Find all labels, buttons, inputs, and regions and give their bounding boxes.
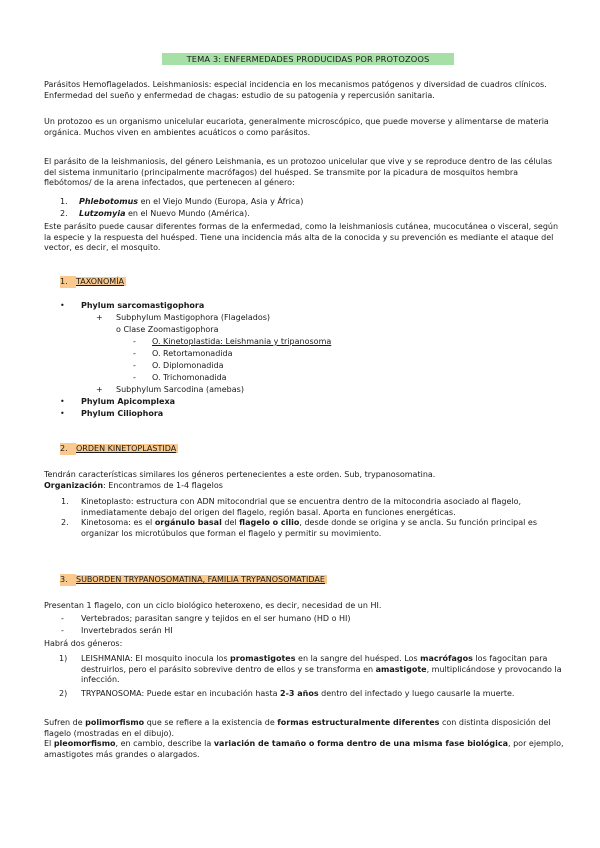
list-item: 1. Kinetoplasto: estructura con ADN mitocondrial que se encuentra dentro de la mitocondria asociado al flagelo, inmediatamente debajo del origen del flagelo, región basal. Aporta en funciones energéticas. <box>61 497 522 517</box>
genus-name: Lutzomyia <box>79 209 126 218</box>
tree-item: - O. Trichomonadida <box>133 373 227 382</box>
dash-icon: - <box>133 349 136 358</box>
intro-paragraph-1: Parásitos Hemoflagelados. Leishmaniosis: especial incidencia en los mecanismos patógenos y diversidad de cuadros clínicos. Enfermedad del sueño y enfermedad de chagas: estudio de su patogenia y repercusión sanitaria. <box>44 80 547 100</box>
list-item: 2. Kinetosoma: es el orgánulo basal del flagelo o cilio, desde donde se origina y se ancla. Su función principal es organizar los microtúbulos que forman el flagelo y permitir su movimiento. <box>61 518 538 538</box>
tree-item: + Subphylum Mastigophora (Flagelados) <box>96 313 271 322</box>
genera-detail-list <box>44 654 566 699</box>
genera-heading: Habrá dos géneros: <box>44 639 123 648</box>
section-heading-trypanosomatina: 3. SUBORDEN TRYPANOSOMATINA, FAMILIA TRYPANOSOMATIDAE <box>60 575 325 584</box>
page-title: TEMA 3: ENFERMEDADES PRODUCIDAS POR PROTOZOOS <box>162 53 454 65</box>
intro-paragraph-4: Este parásito puede causar diferentes formas de la enfermedad, como la leishmaniosis cutánea, mucocutánea o visceral, según la especie y la respuesta del huésped. Tiene una incidencia más alta de la conocida y su prevención es mediante el ataque del vector, es decir, el mosquito. <box>44 222 559 252</box>
tree-item: - O. Diplomonadida <box>133 361 224 370</box>
list-item: 1. Phlebotomus en el Viejo Mundo (Europa, Asia y África) <box>60 197 304 206</box>
bullet-icon: • <box>60 409 65 418</box>
intro-paragraph-2: Un protozoo es un organismo unicelular eucariota, generalmente microscópico, que puede moverse y alimentarse de materia orgánica. Muchos viven en ambientes acuáticos o como parásitos. <box>44 117 549 137</box>
list-item: - Invertebrados serán HI <box>61 626 173 635</box>
list-item: 1) LEISHMANIA: El mosquito inocula los promastigotes en la sangre del huésped. Los macrófagos los fagocitan para destruirlos, pero el parásito sobrevive dentro de ellos y se transforma en amastigote, multiplicándose y provocando la infección. <box>59 654 562 684</box>
section-heading-taxonomia: 1. TAXONOMÍA <box>60 277 125 286</box>
tree-item: + Subphylum Sarcodina (amebas) <box>96 385 244 394</box>
list-item: 2. Lutzomyia en el Nuevo Mundo (América). <box>60 209 250 218</box>
dash-icon: - <box>133 361 136 370</box>
dash-icon: - <box>133 337 136 346</box>
tree-item: • Phylum Ciliophora <box>60 409 164 418</box>
dash-icon: - <box>133 373 136 382</box>
tree-item: o Clase Zoomastigophora <box>116 325 219 334</box>
tree-item: • Phylum Apicomplexa <box>60 397 176 406</box>
genera-list <box>44 196 566 220</box>
dash-icon: - <box>61 614 64 623</box>
tree-item: • Phylum sarcomastigophora <box>60 301 205 310</box>
tree-item: - O. Kinetoplastida: Leishmania y tripanosoma <box>133 337 332 346</box>
trypanosomatina-intro: Presentan 1 flagelo, con un ciclo biológico heteroxeno, es decir, necesidad de un HI. <box>44 601 382 610</box>
plus-icon: + <box>96 385 103 394</box>
dash-icon: - <box>61 626 64 635</box>
kinetoplastida-list <box>44 497 566 539</box>
section-heading-kinetoplastida: 2. ORDEN KINETOPLASTIDA <box>60 444 177 453</box>
list-item: - Vertebrados; parasitan sangre y tejidos en el ser humano (HD o HI) <box>61 614 351 623</box>
plus-icon: + <box>96 313 103 322</box>
tree-item: - O. Retortamonadida <box>133 349 233 358</box>
genus-name: Phlebotomus <box>79 197 139 206</box>
hosts-list <box>44 613 566 637</box>
kinetoplastida-intro: Tendrán características similares los géneros pertenecientes a este orden. Sub, trypanosomatina. Organización: Encontramos de 1-4 flagelos <box>44 470 436 490</box>
polimorfismo-paragraph: Sufren de polimorfismo que se refiere a la existencia de formas estructuralmente diferentes con distinta disposición del flagelo (mostradas en el dibujo). El pleomorfismo, en cambio, describe la variación de tamaño o forma dentro de una misma fase biológica, por ejemplo, amastigotes más grandes o alargados. <box>44 718 564 759</box>
bullet-icon: • <box>60 301 65 310</box>
bullet-icon: • <box>60 397 65 406</box>
intro-paragraph-3: El parásito de la leishmaniosis, del género Leishmania, es un protozoo unicelular que vive y se reproduce dentro de las células del sistema inmunitario (principalmente macrófagos) del huésped. Se transmite por la picadura de mosquitos hembra flebótomos/ de la arena infectados, que pertenecen al género: <box>44 157 553 187</box>
list-item: 2) TRYPANOSOMA: Puede estar en incubación hasta 2-3 años dentro del infectado y luego causarle la muerte. <box>59 688 515 698</box>
taxonomy-tree <box>44 300 566 420</box>
